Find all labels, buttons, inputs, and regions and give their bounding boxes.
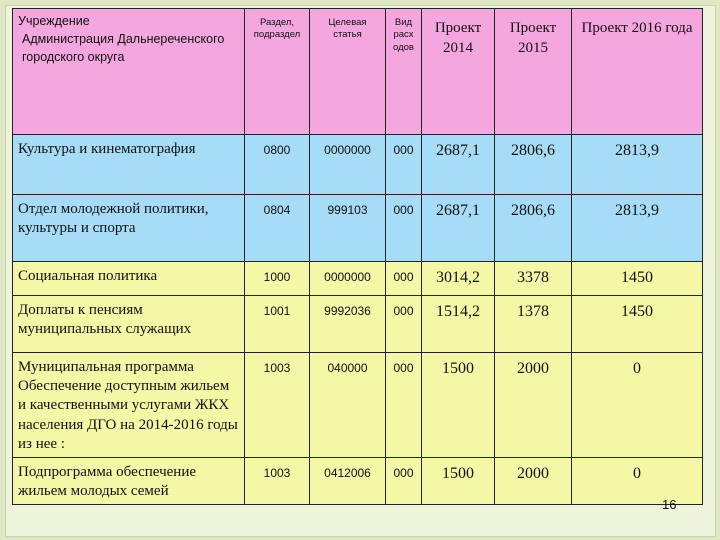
table-row <box>13 353 703 458</box>
row-exp-type: 000 <box>386 262 422 296</box>
header-proj-2015: Проект 2015 <box>495 9 572 135</box>
row-exp-type: 000 <box>386 135 422 195</box>
row-target: 0412006 <box>310 458 386 505</box>
row-section: 1003 <box>245 458 310 505</box>
row-section: 1003 <box>245 353 310 458</box>
header-institution-label: Учреждение <box>18 14 90 28</box>
row-target: 040000 <box>310 353 386 458</box>
row-proj-2014: 3014,2 <box>422 262 495 296</box>
header-proj-2016: Проект 2016 года <box>572 9 703 135</box>
row-name: Социальная политика <box>13 262 245 296</box>
row-exp-type: 000 <box>386 353 422 458</box>
header-institution-name: Администрация Дальнереченского городского округа <box>22 32 225 65</box>
row-target: 0000000 <box>310 262 386 296</box>
row-exp-type: 000 <box>386 296 422 353</box>
row-section: 1000 <box>245 262 310 296</box>
row-proj-2014: 1514,2 <box>422 296 495 353</box>
row-exp-type: 000 <box>386 458 422 505</box>
row-name: Муниципальная программа Обеспечение доступным жильем и качественными услугами ЖКХ населения ДГО на 2014-2016 годы из нее : <box>13 353 245 458</box>
row-proj-2016: 1450 <box>572 296 703 353</box>
row-proj-2016: 2813,9 <box>572 135 703 195</box>
table-row <box>13 296 703 353</box>
budget-table <box>12 8 703 505</box>
row-name: Отдел молодежной политики, культуры и спорта <box>13 195 245 262</box>
page-number: 16 <box>662 497 677 512</box>
row-section: 0800 <box>245 135 310 195</box>
row-proj-2015: 2000 <box>495 353 572 458</box>
header-exp-type: Вид расх одов <box>386 9 422 135</box>
table-header-row <box>13 9 703 135</box>
row-section: 0804 <box>245 195 310 262</box>
table-row <box>13 458 703 505</box>
row-proj-2015: 1378 <box>495 296 572 353</box>
row-proj-2014: 1500 <box>422 458 495 505</box>
header-target: Целевая статья <box>310 9 386 135</box>
table-row <box>13 135 703 195</box>
table-row <box>13 195 703 262</box>
row-proj-2014: 1500 <box>422 353 495 458</box>
row-proj-2016: 1450 <box>572 262 703 296</box>
row-proj-2015: 2806,6 <box>495 135 572 195</box>
row-name: Подпрограмма обеспечение жильем молодых семей <box>13 458 245 505</box>
row-exp-type: 000 <box>386 195 422 262</box>
header-section: Раздел, подраздел <box>245 9 310 135</box>
row-name: Культура и кинематография <box>13 135 245 195</box>
row-proj-2015: 3378 <box>495 262 572 296</box>
row-proj-2015: 2806,6 <box>495 195 572 262</box>
row-proj-2015: 2000 <box>495 458 572 505</box>
header-proj-2014: Проект 2014 <box>422 9 495 135</box>
row-section: 1001 <box>245 296 310 353</box>
header-institution <box>13 9 245 135</box>
row-proj-2016: 0 <box>572 353 703 458</box>
row-target: 999103 <box>310 195 386 262</box>
row-name: Доплаты к пенсиям муниципальных служащих <box>13 296 245 353</box>
row-proj-2016: 2813,9 <box>572 195 703 262</box>
row-proj-2014: 2687,1 <box>422 135 495 195</box>
table-row <box>13 262 703 296</box>
row-proj-2014: 2687,1 <box>422 195 495 262</box>
row-target: 0000000 <box>310 135 386 195</box>
row-proj-2016: 0 <box>572 458 703 505</box>
row-target: 9992036 <box>310 296 386 353</box>
